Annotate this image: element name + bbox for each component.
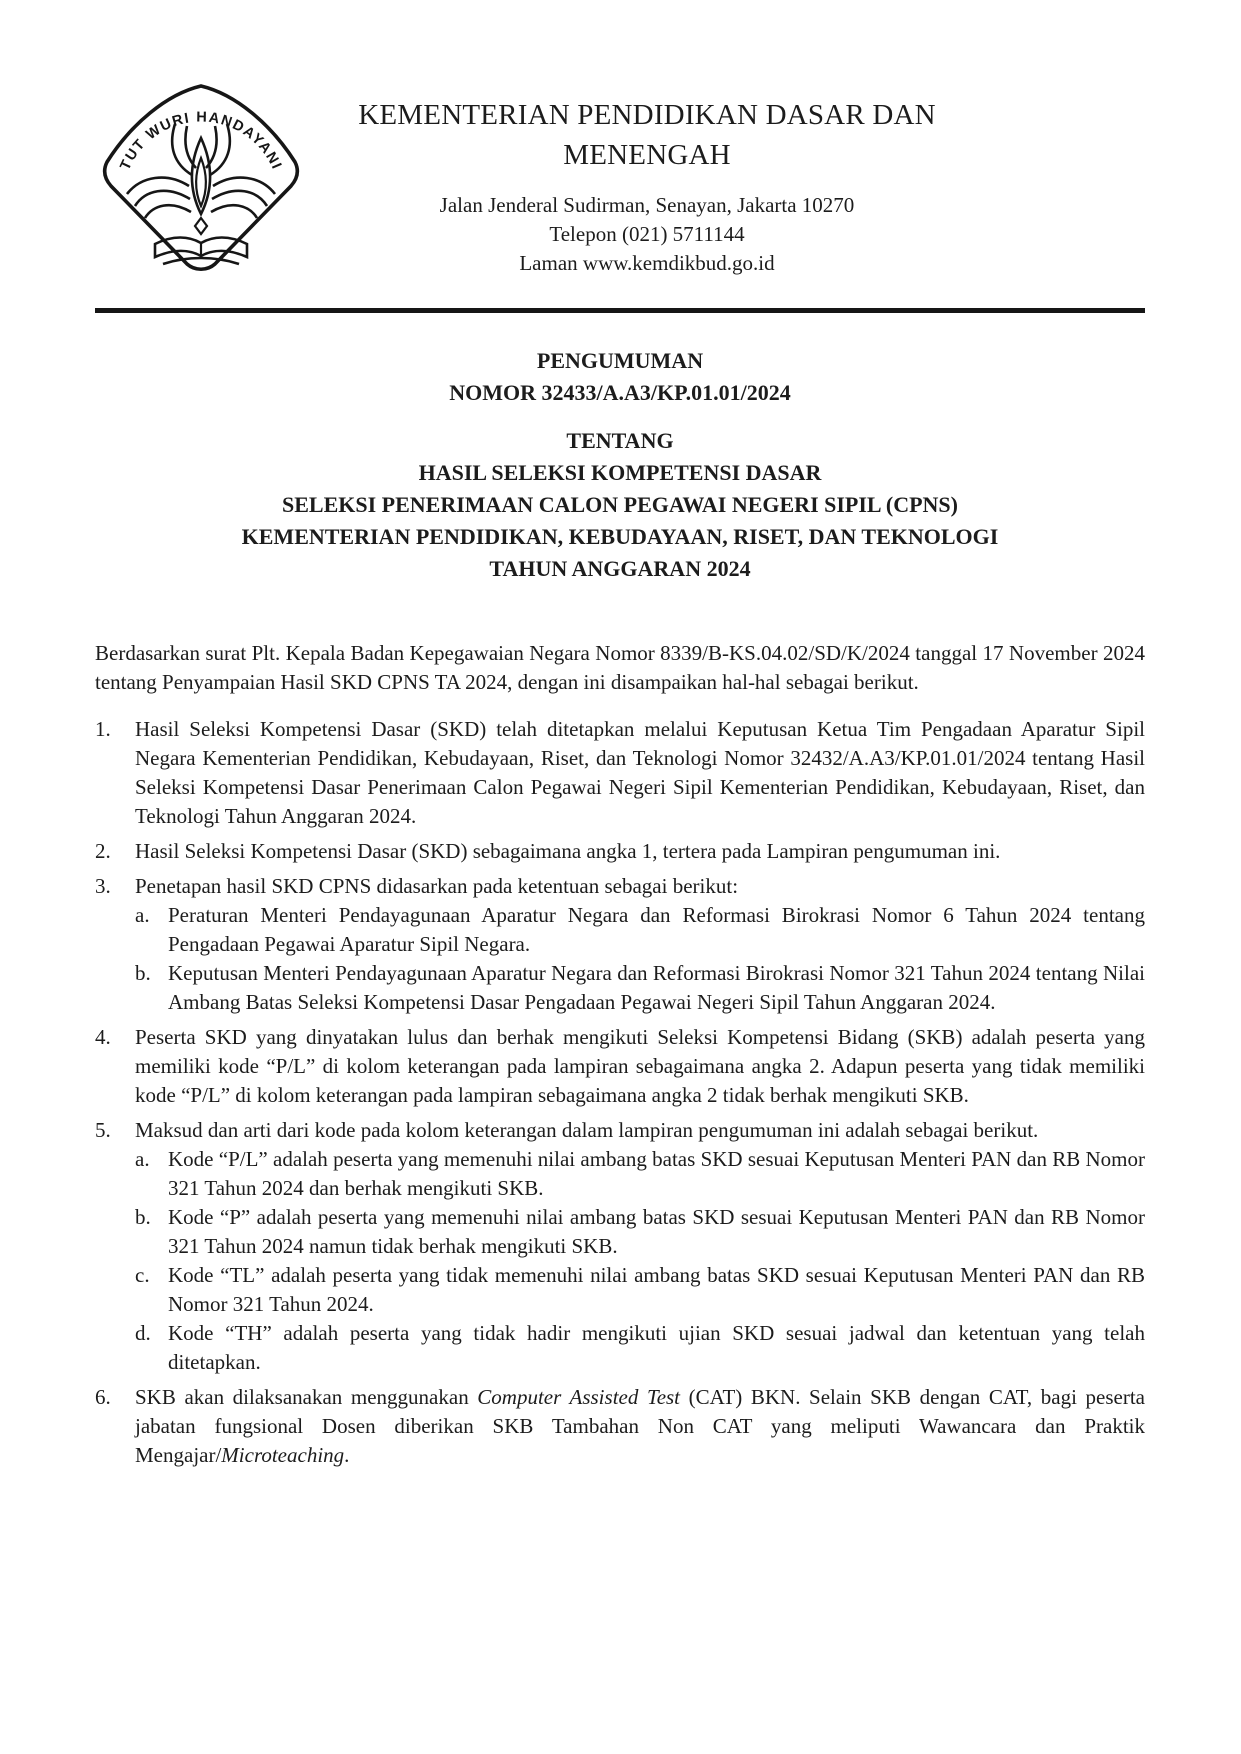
- sub-item-text: Keputusan Menteri Pendayagunaan Aparatur Negara dan Reformasi Birokrasi Nomor 321 Tahun 2024 tentang Nilai Ambang Batas Seleksi Kompetensi Dasar Pengadaan Pegawai Negeri Sipil Tahun Anggaran 2024.: [168, 961, 1145, 1014]
- sub-item-letter: b.: [135, 1205, 151, 1229]
- address-phone: Telepon (021) 5711144: [549, 222, 745, 246]
- item-text: [135, 1383, 1145, 1470]
- item-number: 3.: [95, 874, 111, 898]
- text-segment-italic: Computer Assisted Test: [477, 1385, 681, 1409]
- ministry-name: KEMENTERIAN PENDIDIKAN DASAR DAN MENENGAH: [358, 99, 936, 171]
- item-text: [135, 1116, 1145, 1377]
- address-website: Laman www.kemdikbud.go.id: [519, 251, 775, 275]
- sub-item-5b: [135, 1203, 1145, 1261]
- flame-icon: [192, 138, 210, 234]
- title-subject-line2: SELEKSI PENERIMAAN CALON PEGAWAI NEGERI SIPIL (CPNS): [281, 492, 958, 517]
- sub-item-text: Kode “TH” adalah peserta yang tidak hadir mengikuti ujian SKD sesuai jadwal dan ketentuan yang telah ditetapkan.: [168, 1321, 1145, 1374]
- item-number: 1.: [95, 717, 111, 741]
- ministry-address: [307, 191, 987, 278]
- title-pengumuman: PENGUMUMAN: [536, 348, 704, 373]
- sub-item-5d: [135, 1319, 1145, 1377]
- title-subject-line4: TAHUN ANGGARAN 2024: [489, 556, 751, 581]
- list-item-6: [95, 1383, 1145, 1470]
- list-item-5: [95, 1116, 1145, 1377]
- list-item-4: [95, 1023, 1145, 1110]
- intro-paragraph: Berdasarkan surat Plt. Kepala Badan Kepegawaian Negara Nomor 8339/B-KS.04.02/SD/K/2024 tanggal 17 November 2024 tentang Penyampaian Hasil SKD CPNS TA 2024, dengan ini disampaikan hal-hal sebagai berikut.: [95, 641, 1145, 694]
- title-nomor: NOMOR 32433/A.A3/KP.01.01/2024: [449, 380, 791, 405]
- letterhead: [95, 78, 1145, 281]
- list-item-1: [95, 715, 1145, 831]
- text-segment-italic: Microteaching: [221, 1443, 345, 1467]
- item-lead-text: Penetapan hasil SKD CPNS didasarkan pada ketentuan sebagai berikut:: [135, 874, 739, 898]
- announcement-subject: [95, 425, 1145, 585]
- sub-item-5c: [135, 1261, 1145, 1319]
- sub-item-text: Kode “P/L” adalah peserta yang memenuhi nilai ambang batas SKD sesuai Keputusan Menteri PAN dan RB Nomor 321 Tahun 2024 dan berhak mengikuti SKB.: [168, 1147, 1145, 1200]
- item-text: Hasil Seleksi Kompetensi Dasar (SKD) sebagaimana angka 1, tertera pada Lampiran pengumuman ini.: [135, 839, 1001, 863]
- sub-item-text: Kode “P” adalah peserta yang memenuhi nilai ambang batas SKD sesuai Keputusan Menteri PAN dan RB Nomor 321 Tahun 2024 namun tidak berhak mengikuti SKB.: [168, 1205, 1145, 1258]
- sub-item-letter: b.: [135, 961, 151, 985]
- sub-item-letter: d.: [135, 1321, 151, 1345]
- sub-item-5a: [135, 1145, 1145, 1203]
- announcement-title: [95, 345, 1145, 409]
- text-segment: .: [344, 1443, 350, 1467]
- text-segment: (CAT) BKN. Selain SKB dengan CAT, bagi peserta jabatan fungsional Dosen diberikan SKB Tambahan Non CAT yang meliputi Wawancara dan Praktik Mengajar/: [135, 1385, 1145, 1467]
- address-street: Jalan Jenderal Sudirman, Senayan, Jakarta 10270: [439, 193, 855, 217]
- ministry-logo: [95, 78, 307, 281]
- sub-item-letter: a.: [135, 1147, 150, 1171]
- sub-item-letter: c.: [135, 1263, 150, 1287]
- sub-item-3a: [135, 901, 1145, 959]
- letterhead-divider: [95, 308, 1145, 313]
- sub-item-text: Kode “TL” adalah peserta yang tidak memenuhi nilai ambang batas SKD sesuai Keputusan Menteri PAN dan RB Nomor 321 Tahun 2024.: [168, 1263, 1145, 1316]
- item-text: Hasil Seleksi Kompetensi Dasar (SKD) telah ditetapkan melalui Keputusan Ketua Tim Pengadaan Aparatur Sipil Negara Kementerian Pendidikan, Kebudayaan, Riset, dan Teknologi Nomor 32432/A.A3/KP.01.01/2024 tentang Hasil Seleksi Kompetensi Dasar Penerimaan Calon Pegawai Negeri Sipil Kementerian Pendidikan, Kebudayaan, Riset, dan Teknologi Tahun Anggaran 2024.: [135, 717, 1145, 828]
- petals-icon: [172, 124, 230, 175]
- item-number: 5.: [95, 1118, 111, 1142]
- text-segment: SKB akan dilaksanakan menggunakan: [135, 1385, 478, 1409]
- list-item-3: [95, 872, 1145, 1017]
- sub-item-3b: [135, 959, 1145, 1017]
- item-number: 6.: [95, 1385, 111, 1409]
- numbered-list: [95, 715, 1145, 1470]
- item-number: 2.: [95, 839, 111, 863]
- item-text: [135, 872, 1145, 1017]
- logo-arc-text: TUT WURI HANDAYANI: [117, 109, 285, 173]
- title-subject-line1: HASIL SELEKSI KOMPETENSI DASAR: [418, 460, 822, 485]
- item-text: Peserta SKD yang dinyatakan lulus dan berhak mengikuti Seleksi Kompetensi Bidang (SKB) adalah peserta yang memiliki kode “P/L” di kolom keterangan pada lampiran sebagaimana angka 2. Adapun peserta yang tidak memiliki kode “P/L” di kolom keterangan pada lampiran sebagaimana angka 2 tidak berhak mengikuti SKB.: [135, 1025, 1145, 1107]
- list-item-2: [95, 837, 1145, 866]
- item-number: 4.: [95, 1025, 111, 1049]
- title-tentang: TENTANG: [566, 428, 674, 453]
- tut-wuri-handayani-logo-icon: [95, 78, 307, 276]
- sub-item-text: Peraturan Menteri Pendayagunaan Aparatur Negara dan Reformasi Birokrasi Nomor 6 Tahun 2024 tentang Pengadaan Pegawai Aparatur Sipil Negara.: [168, 903, 1145, 956]
- item-lead-text: Maksud dan arti dari kode pada kolom keterangan dalam lampiran pengumuman ini adalah sebagai berikut.: [135, 1118, 1039, 1142]
- sub-item-letter: a.: [135, 903, 150, 927]
- letterhead-text: [307, 78, 987, 278]
- title-subject-line3: KEMENTERIAN PENDIDIKAN, KEBUDAYAAN, RISET, DAN TEKNOLOGI: [241, 524, 999, 549]
- book-icon: [155, 238, 247, 265]
